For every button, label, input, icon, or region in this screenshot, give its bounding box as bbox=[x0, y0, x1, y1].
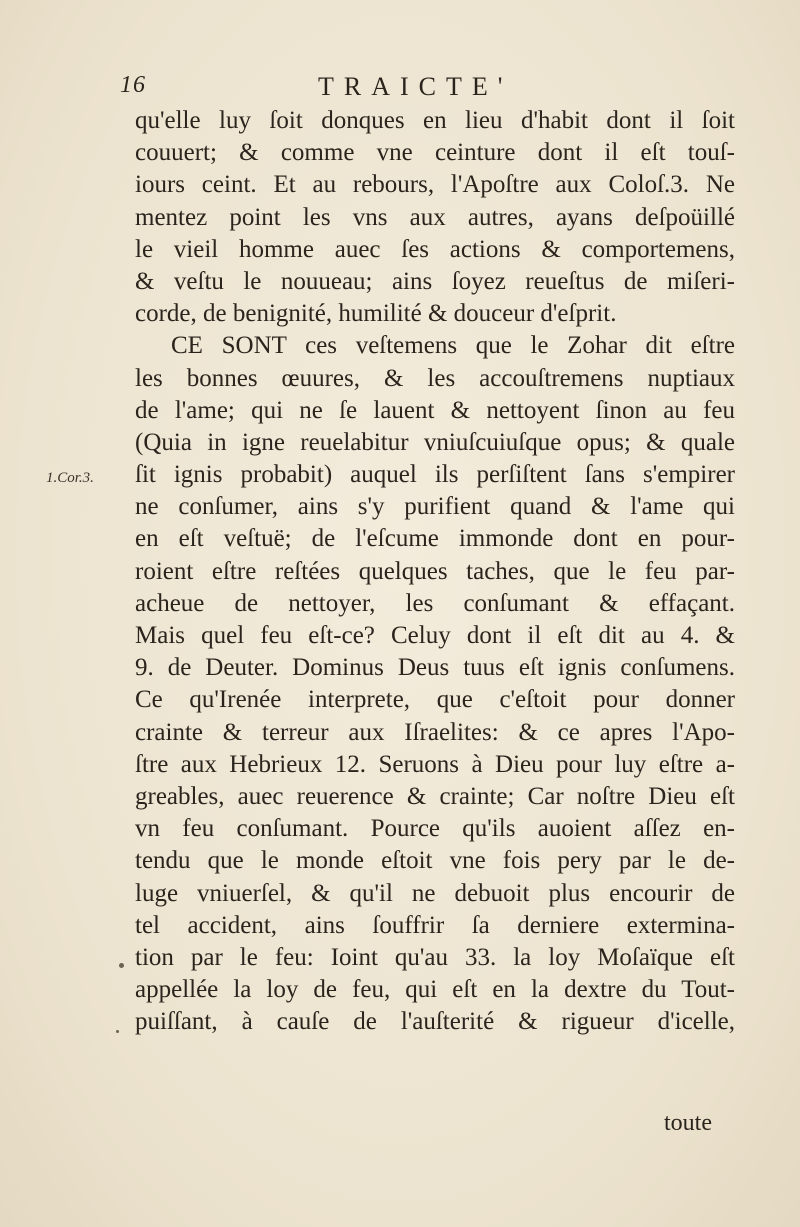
page-number: 16 bbox=[120, 72, 146, 98]
margin-note: 1.Cor.3. bbox=[46, 470, 94, 486]
text-line: de l'ame; qui ne ſe lauent & nettoyent ſinon au feu bbox=[135, 396, 735, 424]
text-line: iours ceint. Et au rebours, l'Apoſtre aux Coloſ.3. Ne bbox=[135, 171, 735, 199]
text-line: Mais quel feu eſt-ce? Celuy dont il eſt dit au 4. & bbox=[135, 622, 735, 649]
text-line: 9. de Deuter. Dominus Deus tuus eſt ignis conſumens. bbox=[135, 654, 735, 682]
text-line: (Quia in igne reuelabitur vniuſcuiuſque opus; & quale bbox=[135, 428, 735, 456]
running-head: TRAICTE' bbox=[318, 72, 513, 101]
text-line: les bonnes œuures, & les accouſtremens nuptiaux bbox=[135, 364, 735, 392]
text-line: qu'elle luy ſoit donques en lieu d'habit dont il ſoit bbox=[135, 107, 735, 134]
text-line: crainte & terreur aux Iſraelites: & ce apres l'Apo- bbox=[135, 718, 735, 746]
text-line: ne conſumer, ains s'y purifient quand & l'ame qui bbox=[135, 493, 735, 521]
ink-speck bbox=[119, 963, 124, 968]
text-line: tion par le feu: Ioint qu'au 33. la loy Moſaïque eſt bbox=[135, 943, 735, 971]
text-line: roient eſtre reſtées quelques taches, que le feu par- bbox=[135, 557, 735, 585]
text-line: vn feu conſumant. Pource qu'ils auoient aſſez en- bbox=[135, 815, 735, 843]
text-line: le vieil homme auec ſes actions & comportemens, bbox=[135, 235, 735, 263]
text-line: appellée la loy de feu, qui eſt en la dextre du Tout- bbox=[135, 976, 735, 1004]
text-line: couuert; & comme vne ceinture dont il eſt touſ- bbox=[135, 139, 735, 167]
text-line: mentez point les vns aux autres, ayans deſpoüillé bbox=[135, 203, 735, 231]
text-line: CE SONT ces veſtemens que le Zohar dit eſtre bbox=[171, 332, 735, 360]
text-line: greables, auec reuerence & crainte; Car noſtre Dieu eſt bbox=[135, 782, 735, 810]
ink-speck bbox=[116, 1030, 119, 1033]
text-line: acheue de nettoyer, les conſumant & effaçant. bbox=[135, 589, 735, 617]
body-text bbox=[135, 105, 735, 1038]
text-line: luge vniuerſel, & qu'il ne debuoit plus encourir de bbox=[135, 879, 735, 907]
text-line: en eſt veſtuë; de l'eſcume immonde dont en pour- bbox=[135, 525, 735, 553]
text-line: corde, de benignité, humilité & douceur d'eſprit. bbox=[135, 300, 617, 328]
text-line: ſit ignis probabit) auquel ils perſiſtent ſans s'empirer bbox=[135, 461, 735, 489]
text-line: puiſſant, à cauſe de l'auſterité & rigueur d'icelle, bbox=[135, 1008, 735, 1036]
text-line: tel accident, ains ſouffrir ſa derniere extermina- bbox=[135, 911, 735, 939]
text-line: tendu que le monde eſtoit vne fois pery par le de- bbox=[135, 847, 735, 875]
catchword: toute bbox=[664, 1110, 712, 1136]
text-line: & veſtu le nouueau; ains ſoyez reueſtus de miſeri- bbox=[135, 267, 735, 295]
text-line: ſtre aux Hebrieux 12. Seruons à Dieu pour luy eſtre a- bbox=[135, 750, 735, 778]
text-line: Ce qu'Irenée interprete, que c'eſtoit pour donner bbox=[135, 686, 735, 714]
